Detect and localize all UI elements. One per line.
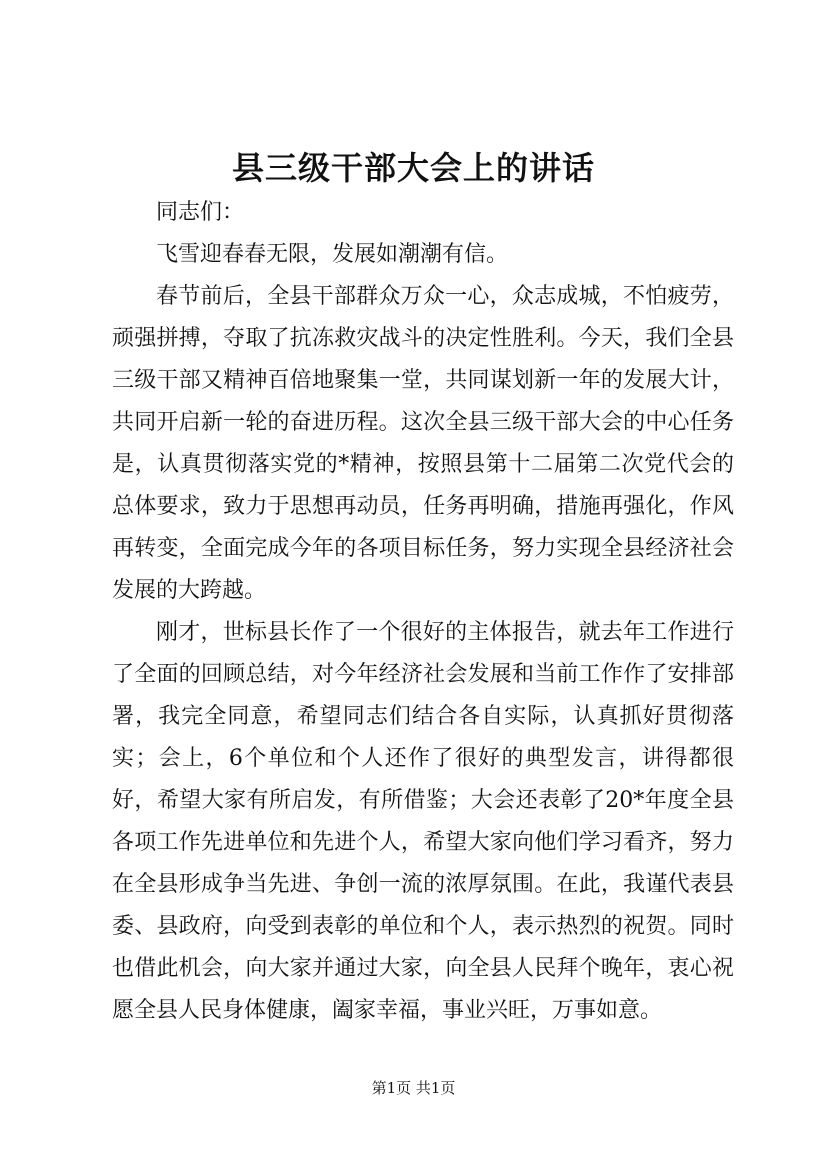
salutation-paragraph: 同志们： — [156, 200, 245, 225]
document-title: 县三级干部大会上的讲话 — [231, 149, 595, 187]
opening-paragraph: 飞雪迎春春无限，发展如潮潮有信。 — [156, 242, 509, 267]
body-paragraph-1: 春节前后，全县干部群众万众一心，众志成城，不怕疲劳，顽强拼搏，夺取了抗冻救灾战斗的决定性胜利。今天，我们全县三级干部又精神百倍地聚集一堂，共同谋划新一年的发展大计，共同开启新一轮的奋进历程。这次全县三级干部大会的中心任务是，认真贯彻落实党的*精神，按照县第十二届第二次党代会的总体要求，致力于思想再动员，任务再明确，措施再强化，作风再转变，全面完成今年的各项目标任务，努力实现全县经济社会发展的大跨越。 — [112, 284, 734, 603]
page-number-footer: 第1页 共1页 — [371, 1079, 456, 1097]
document-body — [112, 192, 734, 1032]
body-paragraph-2: 刚才，世标县长作了一个很好的主体报告，就去年工作进行了全面的回顾总结，对今年经济社会发展和当前工作作了安排部署，我完全同意，希望同志们结合各自实际，认真抓好贯彻落实；会上，6个单位和个人还作了很好的典型发言，讲得都很好，希望大家有所启发，有所借鉴；大会还表彰了20*年度全县各项工作先进单位和先进个人，希望大家向他们学习看齐，努力在全县形成争当先进、争创一流的浓厚氛围。在此，我谨代表县委、县政府，向受到表彰的单位和个人，表示热烈的祝贺。同时也借此机会，向大家并通过大家，向全县人民拜个晚年，衷心祝愿全县人民身体健康，阖家幸福，事业兴旺，万事如意。 — [112, 620, 734, 1023]
